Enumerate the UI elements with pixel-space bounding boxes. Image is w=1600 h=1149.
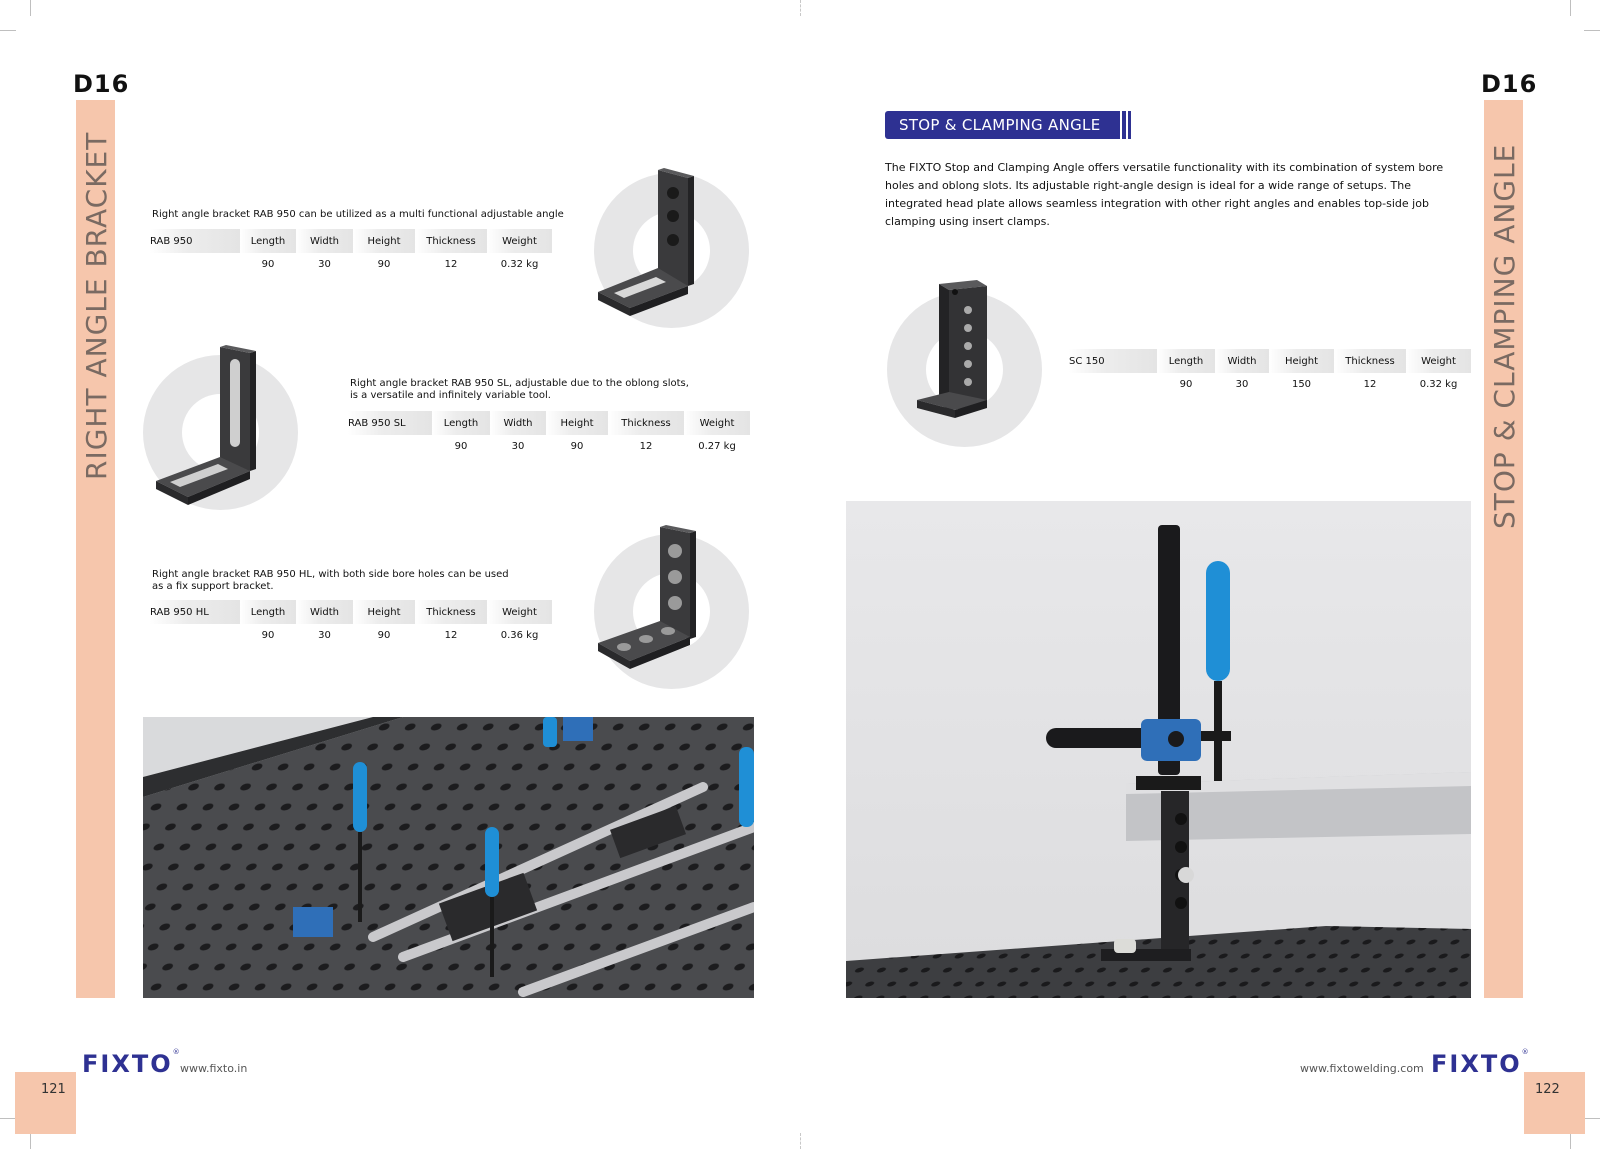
value-thickness: 12 xyxy=(444,258,458,270)
header-length: Length xyxy=(1157,349,1215,373)
value-length: 90 xyxy=(454,440,468,452)
model-name: RAB 950 SL xyxy=(348,411,432,435)
header-length: Length xyxy=(240,229,296,253)
model-name: SC 150 xyxy=(1069,349,1157,373)
value-thickness: 12 xyxy=(1363,378,1377,390)
value-height: 90 xyxy=(377,258,391,270)
section-tag-bar xyxy=(1128,111,1131,139)
value-thickness: 12 xyxy=(639,440,653,452)
product-description-line2: as a fix support bracket. xyxy=(152,581,274,592)
logo-text: FIXTO xyxy=(82,1050,173,1078)
header-thickness: Thickness xyxy=(608,411,684,435)
website-link-right[interactable]: www.fixtowelding.com xyxy=(1300,1062,1424,1075)
bracket-sc150-image xyxy=(915,280,995,425)
bracket-rab950hl-image xyxy=(596,525,706,670)
spec-table-sc150 xyxy=(1069,349,1471,395)
side-title-left: RIGHT ANGLE BRACKET xyxy=(80,131,113,480)
spec-table-rab950sl xyxy=(348,411,750,457)
header-weight: Weight xyxy=(1406,349,1471,373)
header-height: Height xyxy=(353,600,415,624)
side-title-right: STOP & CLAMPING ANGLE xyxy=(1488,143,1521,529)
crop-mark xyxy=(1584,1118,1600,1119)
value-weight: 0.32 kg xyxy=(1419,378,1458,390)
value-height: 90 xyxy=(377,629,391,641)
value-length: 90 xyxy=(261,258,275,270)
crop-mark xyxy=(800,0,801,16)
product-description-line1: Right angle bracket RAB 950 HL, with both side bore holes can be used xyxy=(152,569,509,580)
page-code-right: D16 xyxy=(1481,70,1538,98)
value-weight: 0.27 kg xyxy=(698,440,736,452)
value-width: 30 xyxy=(318,258,331,270)
model-name: RAB 950 xyxy=(150,229,240,253)
header-weight: Weight xyxy=(487,600,552,624)
page-number-right: 122 xyxy=(1535,1082,1560,1097)
crop-mark xyxy=(30,0,31,16)
model-name: RAB 950 HL xyxy=(150,600,240,624)
header-width: Width xyxy=(490,411,546,435)
product-description-line2: is a versatile and infinitely variable tool. xyxy=(350,390,551,401)
header-length: Length xyxy=(240,600,296,624)
value-thickness: 12 xyxy=(444,629,458,641)
header-length: Length xyxy=(432,411,490,435)
header-thickness: Thickness xyxy=(415,229,487,253)
header-thickness: Thickness xyxy=(415,600,487,624)
value-length: 90 xyxy=(261,629,275,641)
crop-mark xyxy=(1570,1133,1571,1149)
spec-table-rab950hl xyxy=(150,600,552,646)
logo-text: FIXTO xyxy=(1431,1050,1522,1078)
fixto-logo-left: FIXTO® xyxy=(82,1048,180,1078)
value-width: 30 xyxy=(511,440,525,452)
product-description-line1: Right angle bracket RAB 950 SL, adjustable due to the oblong slots, xyxy=(350,378,689,389)
bracket-rab950sl-image xyxy=(154,345,264,505)
product-description: Right angle bracket RAB 950 can be utilized as a multi functional adjustable angle xyxy=(152,209,564,220)
clamping-angle-photo xyxy=(846,501,1471,998)
section-tag-bar xyxy=(1122,111,1126,139)
crop-mark xyxy=(30,1133,31,1149)
value-weight: 0.36 kg xyxy=(500,629,539,641)
crop-mark xyxy=(1584,30,1600,31)
value-width: 30 xyxy=(1235,378,1249,390)
header-weight: Weight xyxy=(487,229,552,253)
value-width: 30 xyxy=(318,629,331,641)
value-weight: 0.32 kg xyxy=(500,258,539,270)
header-weight: Weight xyxy=(684,411,750,435)
crop-mark xyxy=(0,1118,16,1119)
page-code-left: D16 xyxy=(73,70,130,98)
section-tag: STOP & CLAMPING ANGLE xyxy=(885,111,1120,139)
spec-table-rab950 xyxy=(150,229,552,275)
header-width: Width xyxy=(296,600,353,624)
header-height: Height xyxy=(1269,349,1334,373)
header-width: Width xyxy=(296,229,353,253)
bracket-rab950-image xyxy=(596,168,726,318)
header-thickness: Thickness xyxy=(1334,349,1406,373)
value-height: 90 xyxy=(570,440,584,452)
header-height: Height xyxy=(353,229,415,253)
crop-mark xyxy=(800,1133,801,1149)
page-number-left: 121 xyxy=(41,1082,66,1097)
value-height: 150 xyxy=(1291,378,1312,390)
welding-table-photo xyxy=(143,717,754,998)
crop-mark xyxy=(0,30,16,31)
website-link-left[interactable]: www.fixto.in xyxy=(180,1062,248,1075)
header-height: Height xyxy=(546,411,608,435)
section-intro: The FIXTO Stop and Clamping Angle offers versatile functionality with its combination of system bore holes and oblong slots. Its adjustable right-angle design is ideal for a wide range of setups. The integrated head plate allows seamless integration with other right angles and enables top-side job clamping using insert clamps. xyxy=(885,161,1444,228)
crop-mark xyxy=(1570,0,1571,16)
header-width: Width xyxy=(1215,349,1269,373)
value-length: 90 xyxy=(1179,378,1193,390)
fixto-logo-right: FIXTO® xyxy=(1431,1048,1529,1078)
